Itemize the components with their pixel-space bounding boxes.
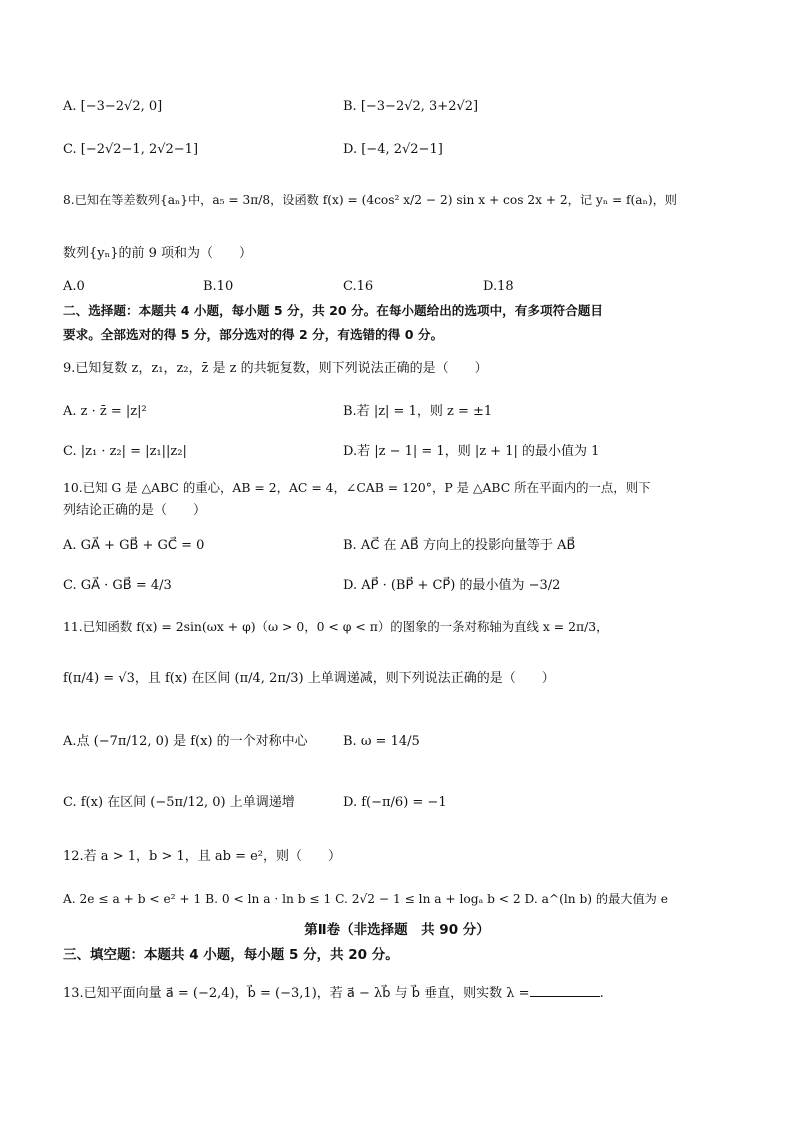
q13-stem bbox=[63, 982, 604, 1003]
q10-option-c: C. GA⃗ · GB⃗ = 4/3 bbox=[63, 578, 172, 593]
q7-option-d: D. [−4, 2√2−1] bbox=[343, 142, 443, 157]
q8-option-b: B.10 bbox=[203, 279, 234, 294]
q11-stem-line1: 11.已知函数 f(x) = 2sin(ωx + φ)（ω > 0，0 < φ < π）的图象的一条对称轴为直线 x = 2π/3， bbox=[63, 619, 609, 634]
q12-options: A. 2e ≤ a + b < e² + 1 B. 0 < ln a · ln b ≤ 1 C. 2√2 − 1 ≤ ln a + logₐ b < 2 D. a^(ln b) 的最大值为 e bbox=[63, 892, 668, 906]
q9-option-a: A. z · z̄ = |z|² bbox=[63, 404, 147, 419]
q10-option-a: A. GA⃗ + GB⃗ + GC⃗ = 0 bbox=[63, 538, 205, 553]
q11-stem-line2: f(π/4) = √3，且 f(x) 在区间 (π/4, 2π/3) 上单调递减，则下列说法正确的是（ ） bbox=[63, 671, 555, 686]
q11-option-c: C. f(x) 在区间 (−5π/12, 0) 上单调递增 bbox=[63, 795, 295, 810]
q7-option-c: C. [−2√2−1, 2√2−1] bbox=[63, 142, 199, 157]
q10-stem-line2: 列结论正确的是（ ） bbox=[63, 503, 207, 518]
q13-stem-text: 13.已知平面向量 a⃗ = (−2,4)，b⃗ = (−3,1)，若 a⃗ − λb⃗ 与 b⃗ 垂直，则实数 λ = bbox=[63, 986, 530, 1001]
q11-option-a: A.点 (−7π/12, 0) 是 f(x) 的一个对称中心 bbox=[63, 734, 308, 749]
q7-option-b: B. [−3−2√2, 3+2√2] bbox=[343, 99, 479, 114]
q9-option-d: D.若 |z − 1| = 1，则 |z + 1| 的最小值为 1 bbox=[343, 444, 600, 459]
q10-option-d: D. AP⃗ · (BP⃗ + CP⃗) 的最小值为 −3/2 bbox=[343, 578, 561, 593]
q10-option-b: B. AC⃗ 在 AB⃗ 方向上的投影向量等于 AB⃗ bbox=[343, 538, 576, 553]
q11-option-b: B. ω = 14/5 bbox=[343, 734, 420, 749]
q9-option-b: B.若 |z| = 1，则 z = ±1 bbox=[343, 404, 493, 419]
part2-title: 第Ⅱ卷（非选择题 共 90 分） bbox=[304, 922, 490, 938]
q9-option-c: C. |z₁ · z₂| = |z₁||z₂| bbox=[63, 444, 187, 459]
q10-stem-line1: 10.已知 G 是 △ABC 的重心，AB = 2，AC = 4，∠CAB = 120°，P 是 △ABC 所在平面内的一点，则下 bbox=[63, 480, 651, 495]
q12-stem: 12.若 a > 1，b > 1，且 ab = e²，则（ ） bbox=[63, 849, 342, 864]
q11-option-d: D. f(−π/6) = −1 bbox=[343, 795, 447, 810]
section2-heading-line1: 二、选择题：本题共 4 小题，每小题 5 分，共 20 分。在每小题给出的选项中，有多项符合题目 bbox=[63, 303, 603, 318]
q13-answer-blank bbox=[530, 982, 600, 997]
section2-heading-line2: 要求。全部选对的得 5 分，部分选对的得 2 分，有选错的得 0 分。 bbox=[63, 327, 444, 342]
q8-stem-line2: 数列{yₙ}的前 9 项和为（ ） bbox=[63, 246, 253, 261]
q8-option-c: C.16 bbox=[343, 279, 374, 294]
q8-option-d: D.18 bbox=[483, 279, 514, 294]
q7-option-a: A. [−3−2√2, 0] bbox=[63, 99, 163, 114]
q13-stem-end: . bbox=[599, 986, 604, 1001]
q8-stem-line1: 8.已知在等差数列{aₙ}中，a₅ = 3π/8，设函数 f(x) = (4cos² x/2 − 2) sin x + cos 2x + 2，记 yₙ = f(aₙ)，则 bbox=[63, 193, 677, 207]
q8-option-a: A.0 bbox=[63, 279, 85, 294]
q9-stem: 9.已知复数 z，z₁，z₂，z̄ 是 z 的共轭复数，则下列说法正确的是（ ） bbox=[63, 361, 488, 376]
section3-heading: 三、填空题：本题共 4 小题，每小题 5 分，共 20 分。 bbox=[63, 947, 399, 963]
